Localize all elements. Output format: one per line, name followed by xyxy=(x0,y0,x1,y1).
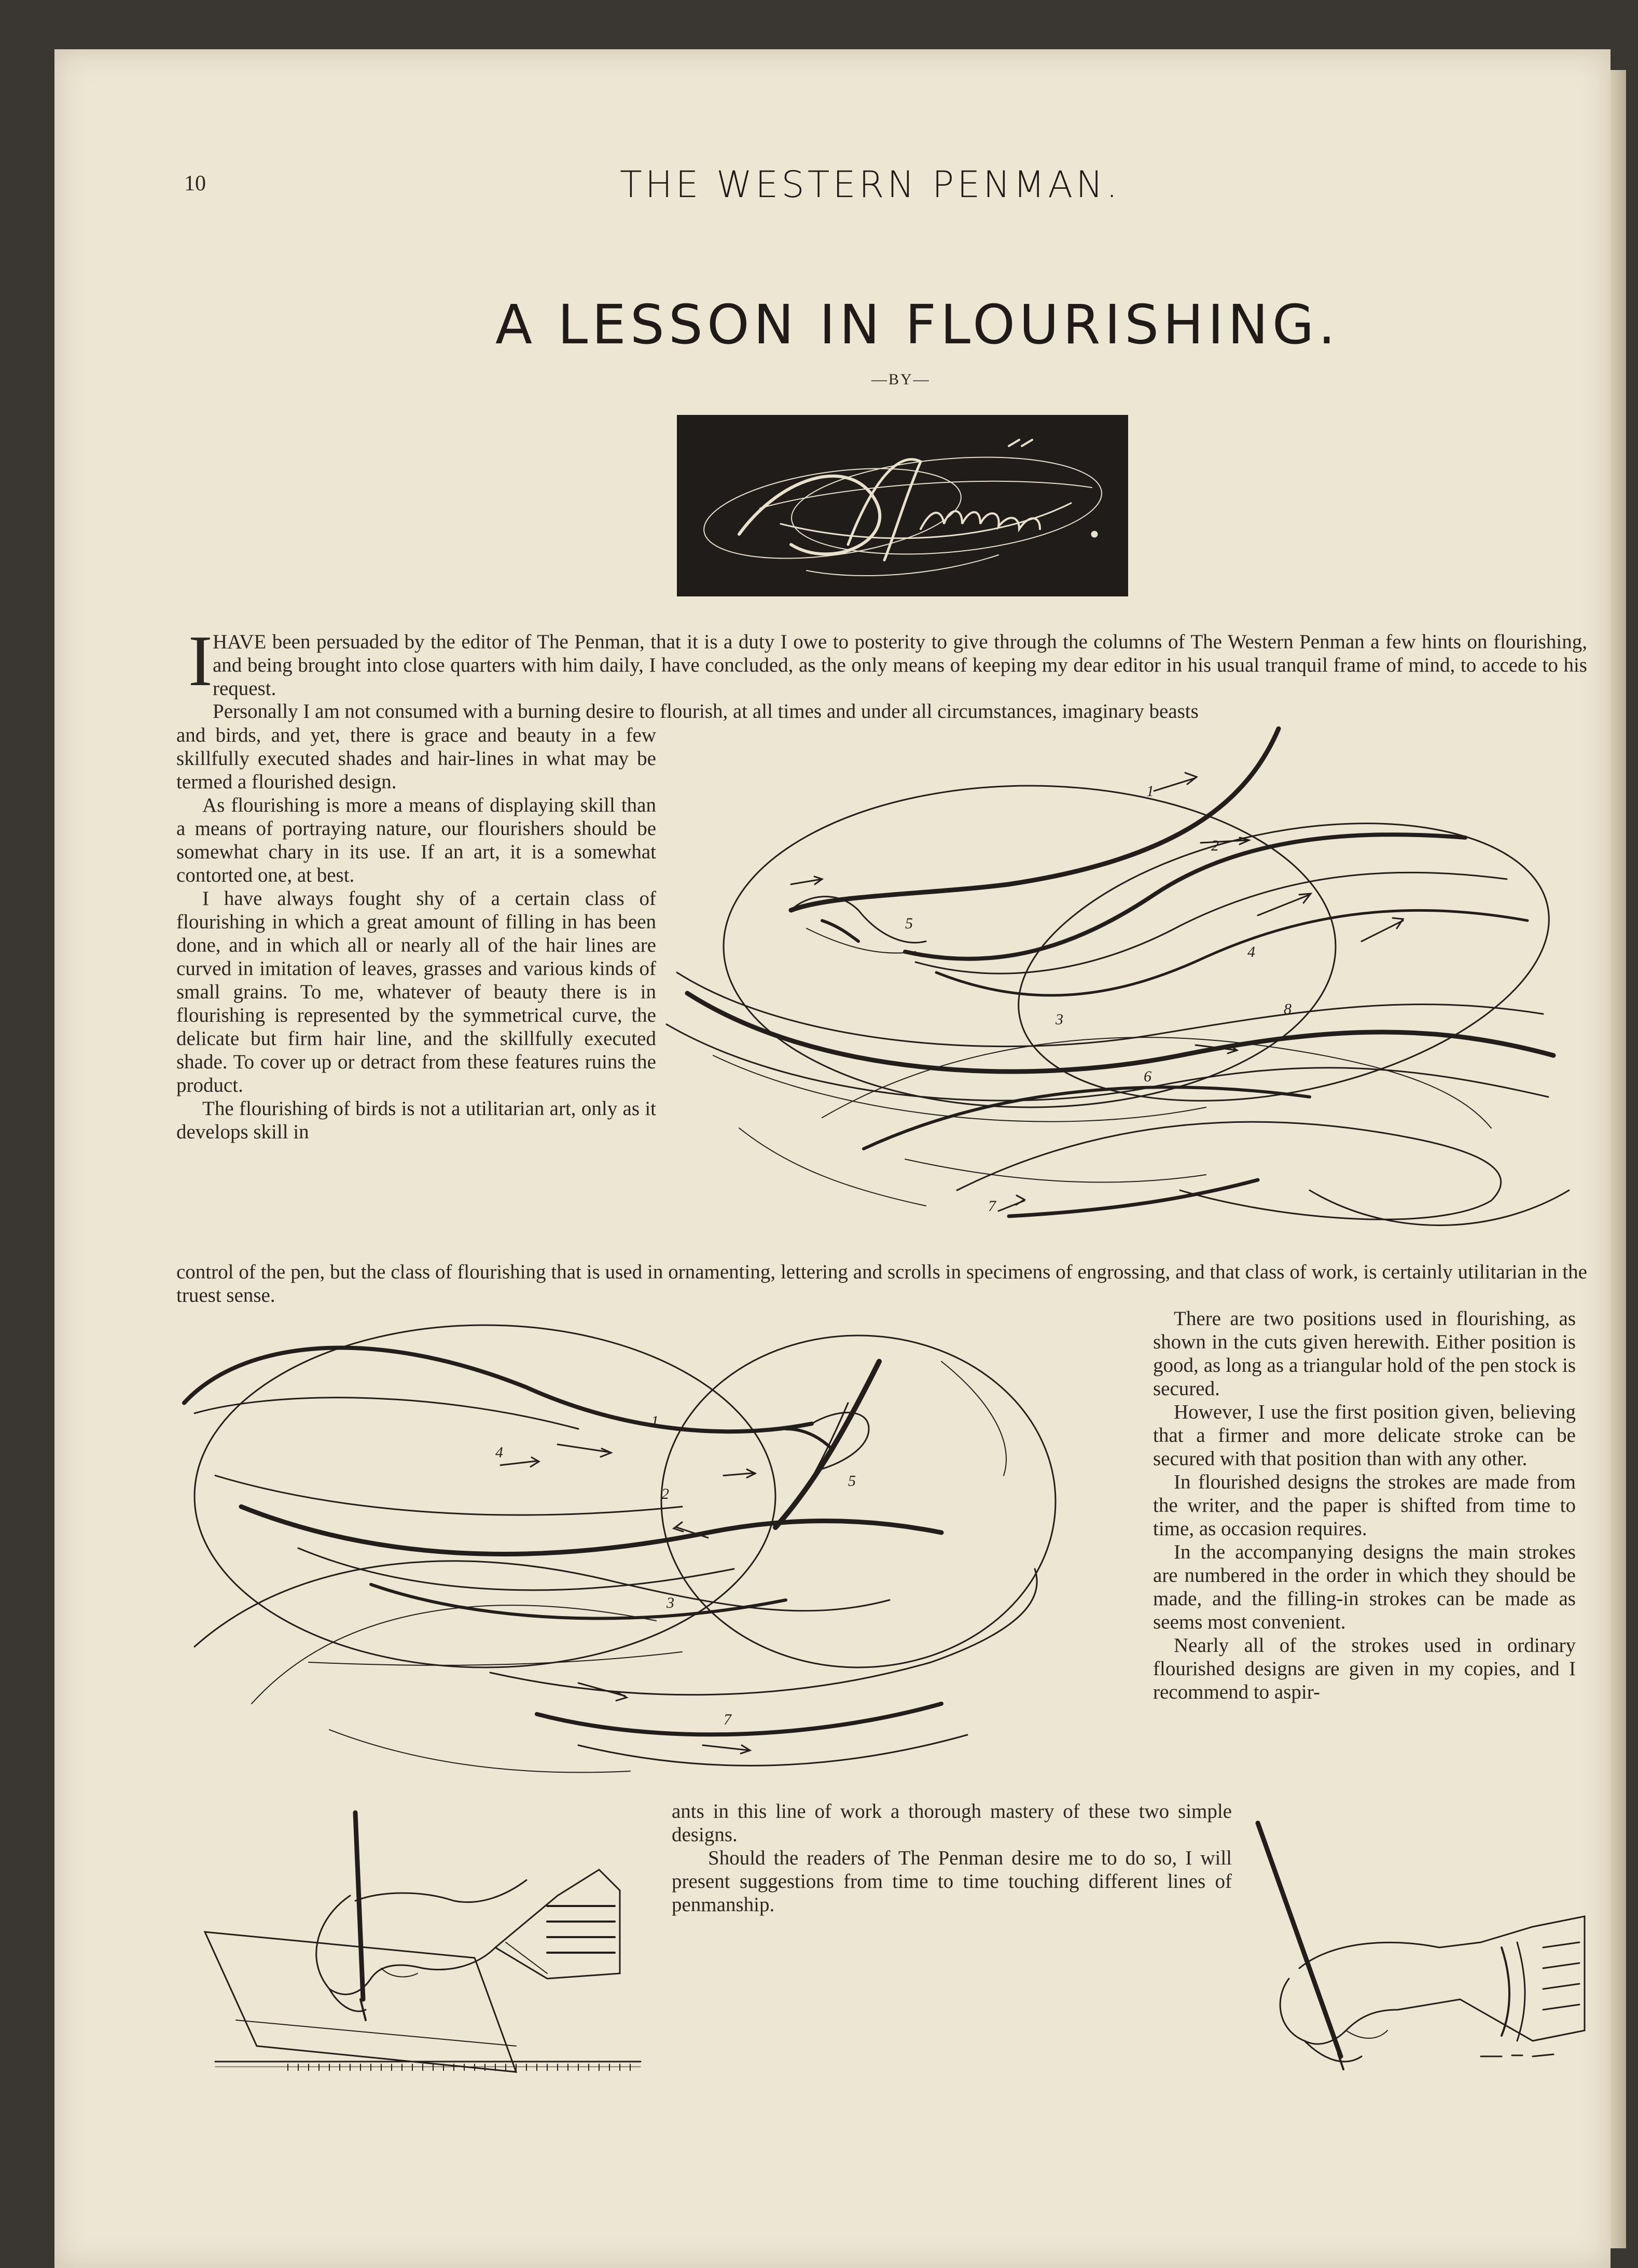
right-para-5: Nearly all of the strokes used in ordinary flourished designs are given in my copies, and I recommend to aspir- xyxy=(1153,1634,1576,1703)
second-paragraph-text: Personally I am not consumed with a burning desire to flourish, at all times and under all circumstances, imaginary beasts xyxy=(213,700,1199,722)
intro-lead: HAVE been persuaded by the editor of The Penman, that it is a duty I owe to posterity to give through the columns of The Western Penman a few hints on flourishing, and being brought into close quarters with him daily, I have concluded, as the only means of keeping my dear editor in his usual tranquil frame of mind, to accede to his request. xyxy=(213,631,1587,700)
signature-plate xyxy=(677,415,1128,596)
left-para-3: I have always fought shy of a certain class of flourishing in which a great amount of filling in has been done, and in which all or nearly all of the hair lines are curved in imitation of leaves, grasses and various kinds of small grains. To me, whatever of beauty there is in flourishing is represented by the symmetrical curve, the delicate but firm hair line, and the skillfully executed shade. To cover up or detract from these features ruins the product. xyxy=(176,887,656,1096)
stroke-number-1: 1 xyxy=(1146,783,1154,800)
stroke-number-3: 3 xyxy=(1056,1011,1063,1028)
left-para-4: The flourishing of birds is not a utilitarian art, only as it develops skill in xyxy=(176,1097,656,1143)
hand-drawing-2 xyxy=(1242,1813,1595,2103)
stroke-number-4: 4 xyxy=(1247,943,1255,961)
stroke-number-2b: 2 xyxy=(661,1485,669,1502)
stroke-number-4b: 4 xyxy=(495,1444,503,1461)
stroke-number-5b: 5 xyxy=(848,1472,856,1490)
stroke-number-8: 8 xyxy=(1284,1000,1292,1018)
stroke-number-3b: 3 xyxy=(667,1594,674,1611)
hand-position-illustration-2 xyxy=(1242,1813,1595,2103)
hand-position-illustration-1 xyxy=(184,1802,651,2093)
stroke-number-7b: 7 xyxy=(724,1711,731,1728)
stroke-number-1b: 1 xyxy=(651,1413,659,1430)
second-paragraph xyxy=(176,700,1587,723)
full-width-text: control of the pen, but the class of flourishing that is used in ornamenting, lettering and scrolls in specimens of engrossing, and that class of work, is certainly utilitarian in the truest sense. xyxy=(176,1261,1587,1306)
bird-flourish-drawing xyxy=(635,723,1579,1268)
magazine-page xyxy=(54,49,1611,2268)
closing-paragraphs xyxy=(672,1800,1232,1916)
signature-image xyxy=(677,415,1128,596)
stroke-number-2: 2 xyxy=(1211,837,1219,854)
drop-cap: I xyxy=(188,621,213,701)
stroke-number-7: 7 xyxy=(988,1198,996,1215)
byline: —BY— xyxy=(871,371,931,388)
page-number: 10 xyxy=(184,172,206,196)
right-para-4: In the accompanying designs the main strokes are numbered in the order in which they should be made, and the filling-in strokes can be made as seems most convenient. xyxy=(1153,1541,1576,1633)
bird-flourish-drawing-2 xyxy=(163,1310,1139,1802)
left-column xyxy=(176,723,656,1144)
right-para-2: However, I use the first position given, believing that a firmer and more delicate stroke can be secured with that position than with any other. xyxy=(1153,1401,1576,1470)
right-para-1: There are two positions used in flourishing, as shown in the cuts given herewith. Either position is good, as long as a triangular hold of the pen stock is secured. xyxy=(1153,1307,1576,1400)
intro-paragraph xyxy=(213,630,1587,700)
stroke-number-6: 6 xyxy=(1144,1068,1151,1085)
flourished-bird-figure-1 xyxy=(635,723,1579,1268)
article-title: A LESSON IN FLOURISHING. xyxy=(495,293,1340,356)
hand-drawing-1 xyxy=(184,1802,651,2093)
left-para-2: As flourishing is more a means of displaying skill than a means of portraying nature, our flourishers should be somewhat chary in its use. If an art, it is a somewhat contorted one, at best. xyxy=(176,794,656,886)
closing-para-2: Should the readers of The Penman desire me to do so, I will present suggestions from time to time touching different lines of penmanship. xyxy=(672,1847,1232,1916)
left-para-1: and birds, and yet, there is grace and beauty in a few skillfully executed shades and hair-lines in what may be termed a flourished design. xyxy=(176,724,656,793)
running-header: THE WESTERN PENMAN. xyxy=(620,163,1121,206)
right-column xyxy=(1153,1307,1576,1704)
right-para-3: In flourished designs the strokes are made from the writer, and the paper is shifted from time to time, as occasion requires. xyxy=(1153,1471,1576,1540)
closing-para-1: ants in this line of work a thorough mastery of these two simple designs. xyxy=(672,1800,1232,1846)
flourished-bird-figure-2 xyxy=(163,1310,1139,1802)
stroke-number-5: 5 xyxy=(905,915,913,932)
